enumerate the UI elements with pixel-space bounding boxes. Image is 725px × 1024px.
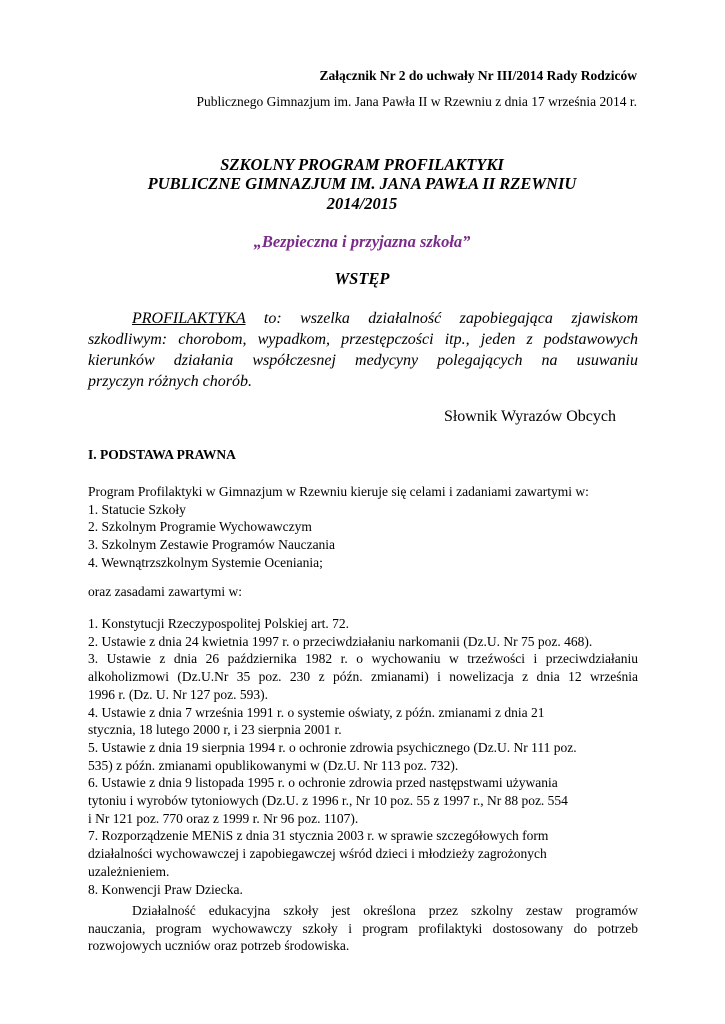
- document-title-line-2: PUBLICZNE GIMNAZJUM IM. JANA PAWŁA II RZEWNIU: [147, 174, 577, 193]
- definition-line-4: przyczyn różnych chorób.: [88, 373, 252, 390]
- list-item: 1. Konstytucji Rzeczypospolitej Polskiej art. 72.: [88, 616, 349, 631]
- list-item: i Nr 121 poz. 770 oraz z 1999 r. Nr 96 poz. 1107).: [88, 810, 359, 826]
- definition-term: PROFILAKTYKA: [132, 310, 246, 327]
- attachment-header-line-1: Załącznik Nr 2 do uchwały Nr III/2014 Rady Rodziców: [319, 68, 637, 83]
- intro-heading: WSTĘP: [334, 269, 390, 288]
- list-item: działalności wychowawczej i zapobiegawczej wśród dzieci i młodzieży zagrożonych: [88, 846, 547, 862]
- list-item: 6. Ustawie z dnia 9 listopada 1995 r. o ochronie zdrowia przed następstwami używania: [88, 775, 558, 791]
- list-item: stycznia, 18 lutego 2000 r, i 23 sierpnia 2001 r.: [88, 722, 342, 738]
- list-item: 3. Szkolnym Zestawie Programów Nauczania: [88, 537, 336, 553]
- definition-line-1: PROFILAKTYKA to: wszelka działalność zapobiegająca zjawiskom: [132, 310, 638, 327]
- list-item: 3. Ustawie z dnia 26 października 1982 r. o wychowaniu w trzeźwości i przeciwdziałaniu: [88, 651, 638, 667]
- laws-list: [88, 615, 638, 898]
- motto: „Bezpieczna i przyjazna szkoła”: [253, 232, 471, 251]
- definition-line-2: szkodliwym: chorobom, wypadkom, przestępczości itp., jeden z podstawowych: [88, 331, 638, 348]
- list-item: alkoholizmowi (Dz.U.Nr 35 poz. 230 z późn. zmianami) i nowelizacja z dnia 12 września: [88, 669, 638, 685]
- list-item: 5. Ustawie z dnia 19 sierpnia 1994 r. o ochronie zdrowia psychicznego (Dz.U. Nr 111 poz.: [88, 739, 577, 755]
- list-item: Program Profilaktyki w Gimnazjum w Rzewniu kieruje się celami i zadaniami zawartymi w:: [88, 484, 589, 499]
- section-heading: I. PODSTAWA PRAWNA: [88, 447, 236, 462]
- list-item: 535) z późn. zmianami opublikowanymi w (Dz.U. Nr 113 poz. 732).: [88, 757, 459, 773]
- list-item: tytoniu i wyrobów tytoniowych (Dz.U. z 1996 r., Nr 10 poz. 55 z 1997 r., Nr 88 poz. 554: [88, 793, 568, 809]
- program-basis-list: [88, 483, 638, 572]
- document-title-line-1: SZKOLNY PROGRAM PROFILAKTYKI: [220, 155, 504, 174]
- definition-source: Słownik Wyrazów Obcych: [443, 408, 616, 425]
- list-item: 7. Rozporządzenie MENiS z dnia 31 stycznia 2003 r. w sprawie szczegółowych form: [88, 828, 549, 844]
- list-item: 4. Wewnątrzszkolnym Systemie Oceniania;: [88, 554, 323, 570]
- list-item: uzależnieniem.: [88, 863, 170, 879]
- document-title-year: 2014/2015: [326, 194, 398, 213]
- list-item: 2. Ustawie z dnia 24 kwietnia 1997 r. o przeciwdziałaniu narkomanii (Dz.U. Nr 75 poz. 468).: [88, 633, 593, 649]
- attachment-header-line-2: Publicznego Gimnazjum im. Jana Pawła II w Rzewniu z dnia 17 września 2014 r.: [196, 94, 637, 109]
- list-item: 2. Szkolnym Programie Wychowawczym: [88, 519, 312, 535]
- list-item: 8. Konwencji Praw Dziecka.: [88, 881, 243, 897]
- closing-line: Działalność edukacyjna szkoły jest określona przez szkolny zestaw programów: [132, 903, 638, 918]
- list-item: 1. Statucie Szkoły: [88, 501, 186, 517]
- closing-line: rozwojowych uczniów oraz potrzeb środowiska.: [88, 938, 350, 954]
- laws-intro: oraz zasadami zawartymi w:: [88, 584, 243, 599]
- closing-paragraph: [88, 902, 638, 955]
- list-item: 4. Ustawie z dnia 7 września 1991 r. o systemie oświaty, z późn. zmianami z dnia 21: [88, 704, 545, 720]
- definition-line-3: kierunków działania współczesnej medycyny polegających na usuwaniu: [88, 352, 638, 369]
- definition-paragraph: [88, 308, 638, 392]
- list-item: 1996 r. (Dz. U. Nr 127 poz. 593).: [88, 686, 268, 702]
- closing-line: nauczania, program wychowawczy szkoły i program profilaktyki dostosowany do potrzeb: [88, 920, 638, 936]
